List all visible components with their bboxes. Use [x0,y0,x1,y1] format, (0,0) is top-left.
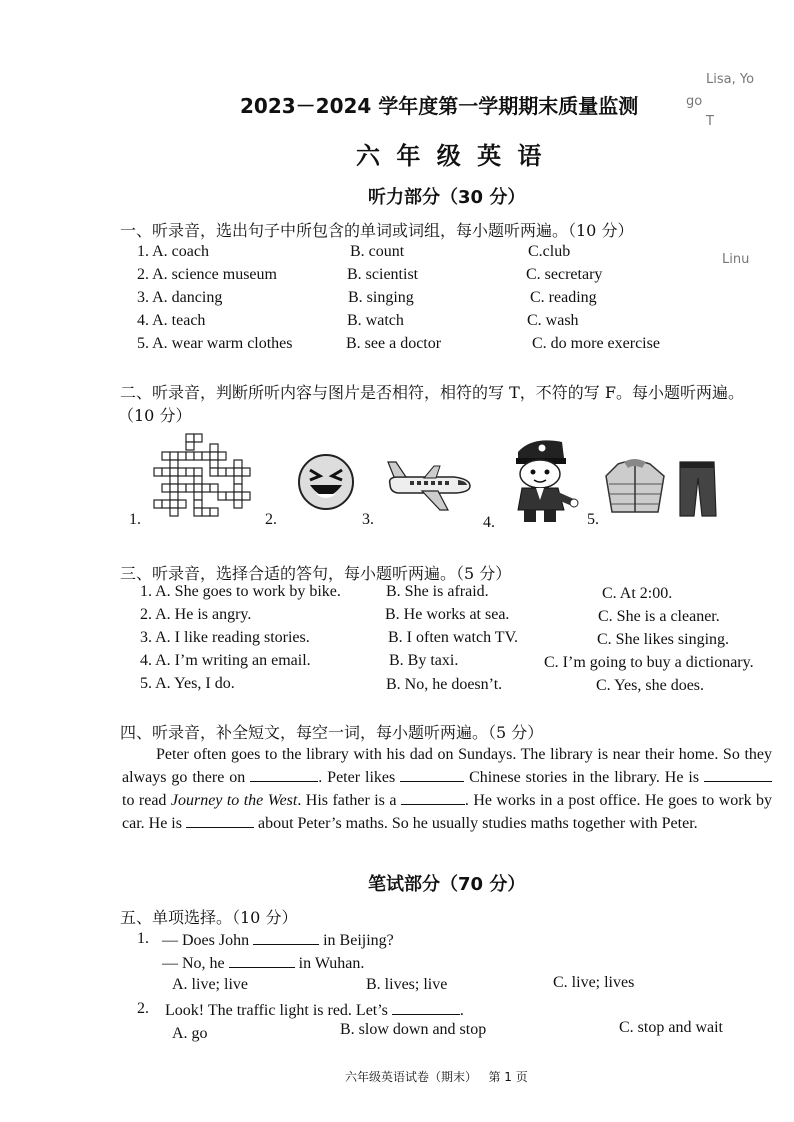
margin-note: T [706,114,714,129]
question-text: Look! The traffic light is red. Let’s [165,1002,388,1019]
answer-blank[interactable] [704,767,772,782]
question-text: — Does John [162,932,250,949]
part1-option: B. singing [348,289,414,306]
part3-option: C. I’m going to buy a dictionary. [544,654,754,671]
question-number: 1. [137,930,149,947]
part4-title: 四、听录音，补全短文，每空一词，每小题听两遍。（5 分） [120,723,544,742]
question-text: in Wuhan. [298,955,365,972]
question-text: in Beijing? [323,932,394,949]
question-stem [162,930,394,950]
answer-blank[interactable] [392,1000,460,1015]
answer-option[interactable]: C. live; lives [553,974,635,991]
part1-option: 4. A. teach [137,312,206,329]
part1-option: B. watch [347,312,404,329]
picture-number: 2. [265,511,277,528]
police-officer-icon [502,430,582,526]
part3-option: 4. A. I’m writing an email. [140,652,311,669]
question-stem [162,953,364,973]
answer-option[interactable]: B. lives; live [366,976,448,993]
part2-score: （10 分） [118,406,192,425]
part1-option: 1. A. coach [137,243,209,260]
passage-text: Peter often goes to the library with his dad on Sundays. The library is near their home. So they always go there on [122,746,772,786]
answer-blank[interactable] [229,953,295,968]
part1-title: 一、听录音，选出句子中所包含的单词或词组，每小题听两遍。（10 分） [120,221,634,240]
question-text: . [459,1002,464,1019]
book-title: Journey to the West [170,792,298,809]
cloze-passage [122,743,772,835]
margin-note: Linu [722,252,750,267]
answer-option[interactable]: A. live; live [172,976,248,993]
part1-option: C.club [528,243,571,260]
part3-option: 2. A. He is angry. [140,606,252,623]
crossword-icon [150,432,266,524]
passage-text: to read [122,792,167,809]
answer-option[interactable]: A. go [172,1025,208,1042]
part5-title: 五、单项选择。（10 分） [120,908,298,927]
part1-option: C. do more exercise [532,335,660,352]
answer-blank[interactable] [400,767,464,782]
answer-blank[interactable] [253,930,319,945]
part3-title: 三、听录音，选择合适的答句，每小题听两遍。（5 分） [120,564,512,583]
part2-title: 二、听录音，判断所听内容与图片是否相符，相符的写 T，不符的写 F。每小题听两遍。 [120,383,744,402]
part3-option: B. By taxi. [389,652,459,669]
picture-number: 1. [129,511,141,528]
part1-option: B. count [350,243,405,260]
part3-option: B. He works at sea. [385,606,510,623]
passage-text: Chinese stories in the library. He is [469,769,700,786]
part3-option: 3. A. I like reading stories. [140,629,310,646]
part1-option: 3. A. dancing [137,289,223,306]
part3-option: C. She is a cleaner. [598,608,720,625]
exam-title: 2023－2024 学年度第一学期期末质量监测 [240,94,639,118]
exam-subtitle: 六 年 级 英 语 [356,142,546,170]
part1-option: B. see a doctor [346,335,442,352]
part1-option: 2. A. science museum [137,266,277,283]
answer-option[interactable]: B. slow down and stop [340,1021,487,1038]
part1-option: C. wash [527,312,579,329]
part1-option: 5. A. wear warm clothes [137,335,293,352]
part3-option: B. No, he doesn’t. [386,676,503,693]
passage-text: about Peter’s maths. So he usually studies maths together with Peter. [257,815,698,832]
answer-option[interactable]: C. stop and wait [619,1019,723,1036]
part3-option: C. She likes singing. [597,631,730,648]
writing-header: 笔试部分（70 分） [368,874,526,895]
airplane-icon [384,456,472,514]
passage-text: . Peter likes [318,769,396,786]
question-text: — No, he [162,955,225,972]
picture-number: 4. [483,514,495,531]
answer-blank[interactable] [186,813,254,828]
answer-blank[interactable] [401,790,465,805]
part3-option: 1. A. She goes to work by bike. [140,583,341,600]
passage-text: . He works in a post office. He goes to work by car. He is [122,792,773,832]
picture-number: 5. [587,511,599,528]
passage-text: . His father is a [297,792,397,809]
question-number: 2. [137,1000,149,1017]
part1-option: C. reading [530,289,597,306]
part3-option: B. I often watch TV. [388,629,519,646]
part3-option: C. Yes, she does. [596,677,705,694]
part1-option: B. scientist [347,266,419,283]
page-footer: 六年级英语试卷（期末） 第 1 页 [345,1070,528,1084]
question-stem [165,1000,464,1020]
laughing-face-icon [296,452,356,512]
part3-option: 5. A. Yes, I do. [140,675,235,692]
answer-blank[interactable] [250,767,318,782]
part3-option: B. She is afraid. [386,583,489,600]
warm-clothes-icon [604,456,718,520]
part1-option: C. secretary [526,266,603,283]
picture-number: 3. [362,511,374,528]
part3-option: C. At 2:00. [602,585,673,602]
margin-note: go [686,94,703,109]
listening-header: 听力部分（30 分） [368,187,526,208]
margin-note: Lisa, Yo [706,72,755,87]
